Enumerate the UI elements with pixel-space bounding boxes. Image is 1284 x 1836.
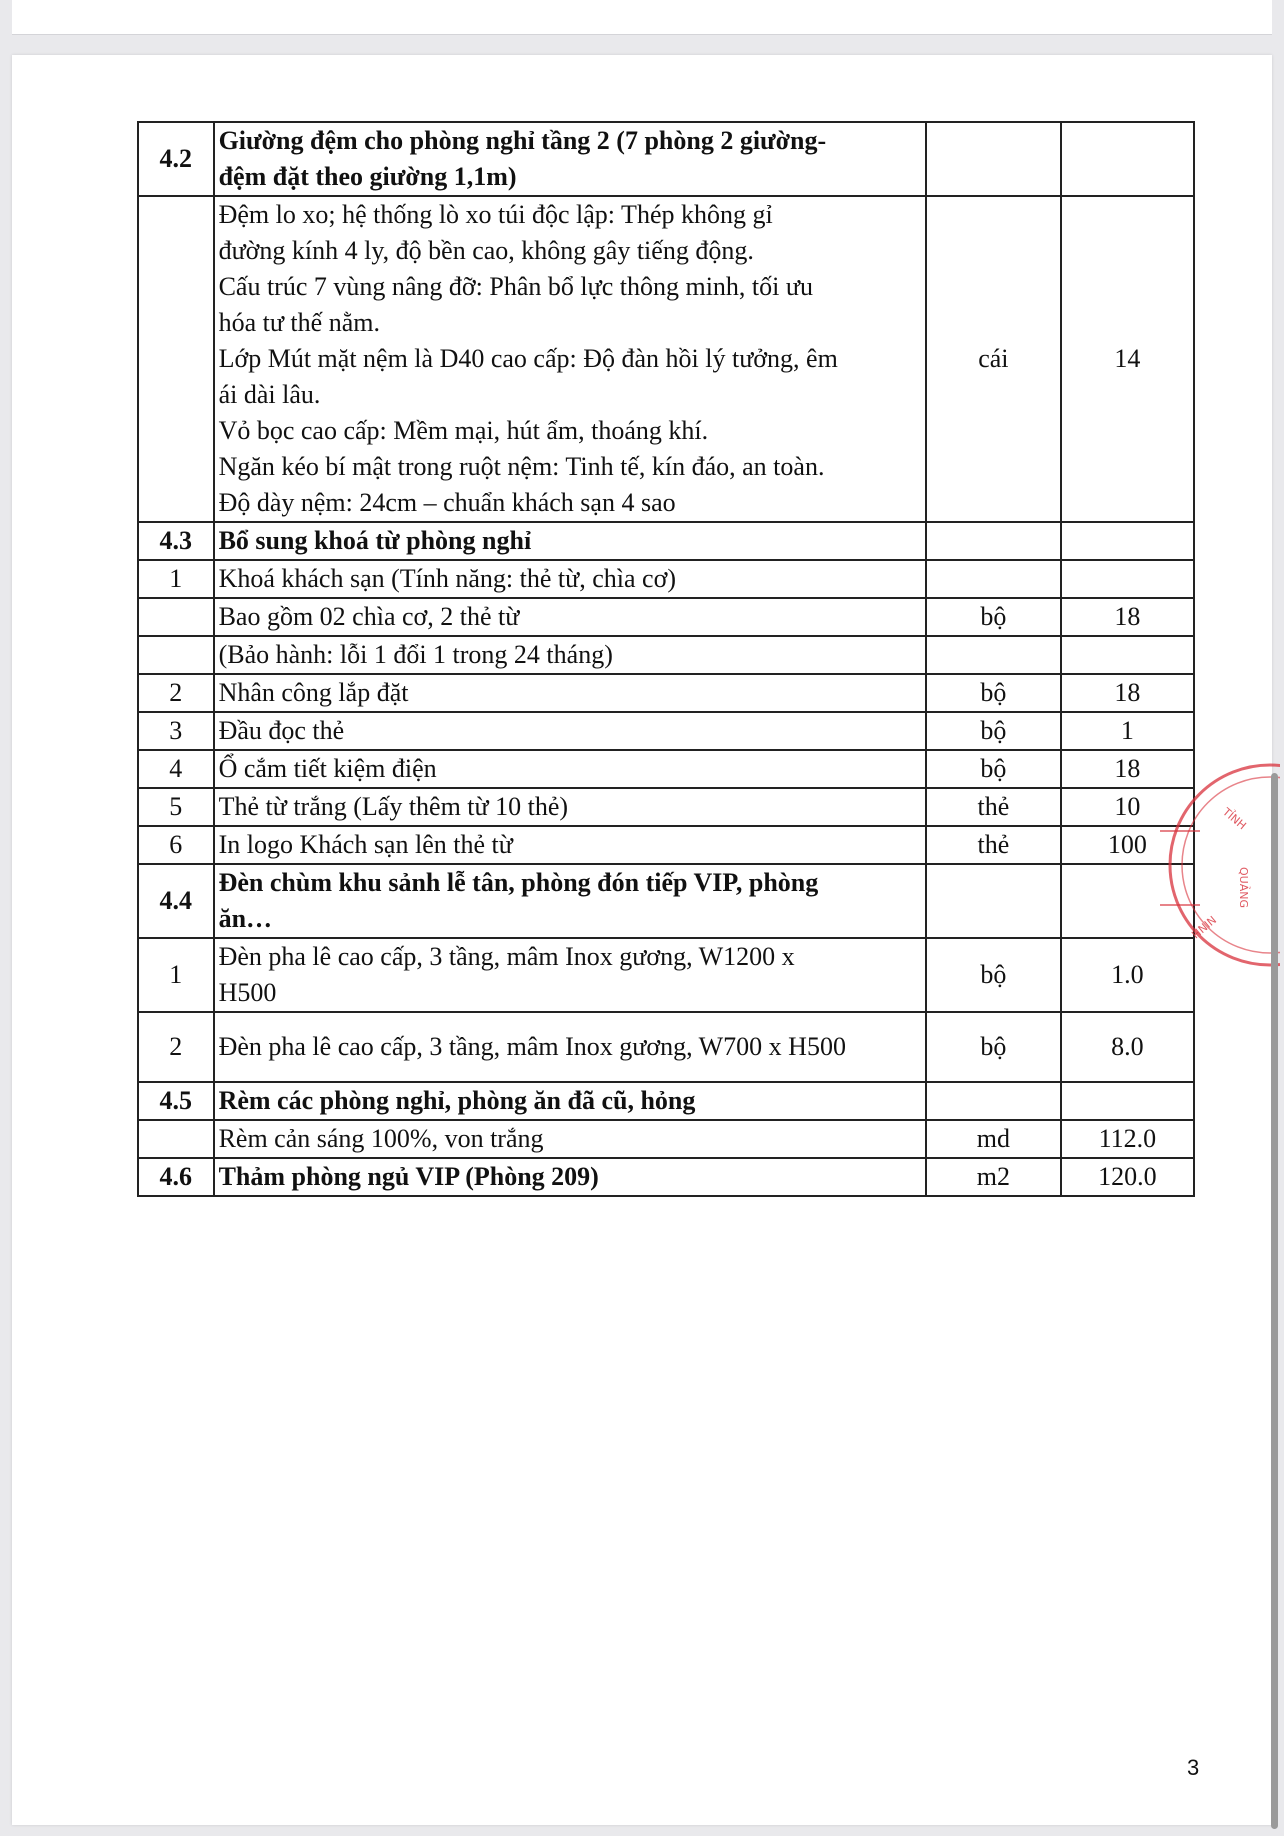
quantity-cell bbox=[1061, 560, 1194, 598]
row-number-cell: 3 bbox=[138, 712, 214, 750]
table-row bbox=[138, 598, 1194, 636]
row-number-cell: 4.5 bbox=[138, 1082, 214, 1120]
description-line: ăn… bbox=[218, 904, 273, 933]
unit-cell bbox=[926, 1082, 1061, 1120]
row-number-cell: 1 bbox=[138, 560, 214, 598]
row-number-cell: 2 bbox=[138, 674, 214, 712]
description-cell bbox=[214, 1120, 926, 1158]
quantity-cell bbox=[1061, 522, 1194, 560]
unit-cell: cái bbox=[926, 196, 1061, 522]
row-number-cell: 4.3 bbox=[138, 522, 214, 560]
description-line: Đệm lo xo; hệ thống lò xo túi độc lập: Thép không gỉ bbox=[218, 200, 773, 229]
unit-cell: thẻ bbox=[926, 788, 1061, 826]
quantity-cell: 120.0 bbox=[1061, 1158, 1194, 1196]
unit-cell bbox=[926, 864, 1061, 938]
unit-cell: bộ bbox=[926, 750, 1061, 788]
row-number-cell: 4.2 bbox=[138, 122, 214, 196]
quantity-cell: 10 bbox=[1061, 788, 1194, 826]
table-row bbox=[138, 1012, 1194, 1082]
unit-cell: bộ bbox=[926, 1012, 1061, 1082]
description-line: Giường đệm cho phòng nghỉ tầng 2 (7 phòng 2 giường- bbox=[218, 126, 827, 155]
row-number-cell: 4.6 bbox=[138, 1158, 214, 1196]
table-row bbox=[138, 1082, 1194, 1120]
description-line: Đầu đọc thẻ bbox=[218, 716, 345, 745]
table-row bbox=[138, 1158, 1194, 1196]
quantity-cell: 18 bbox=[1061, 750, 1194, 788]
quantity-cell: 1 bbox=[1061, 712, 1194, 750]
table-row bbox=[138, 1120, 1194, 1158]
description-line: ái dài lâu. bbox=[218, 380, 321, 409]
unit-cell: bộ bbox=[926, 674, 1061, 712]
row-number-cell: 5 bbox=[138, 788, 214, 826]
row-number-cell bbox=[138, 598, 214, 636]
unit-cell: m2 bbox=[926, 1158, 1061, 1196]
description-cell bbox=[214, 1082, 926, 1120]
unit-cell bbox=[926, 522, 1061, 560]
description-line: Bổ sung khoá từ phòng nghỉ bbox=[218, 526, 532, 555]
description-line: Cấu trúc 7 vùng nâng đỡ: Phân bổ lực thông minh, tối ưu bbox=[218, 272, 813, 301]
row-number-cell: 4 bbox=[138, 750, 214, 788]
description-cell bbox=[214, 122, 926, 196]
description-line: đường kính 4 ly, độ bền cao, không gây tiếng động. bbox=[218, 236, 754, 265]
quantity-cell: 18 bbox=[1061, 674, 1194, 712]
table-row bbox=[138, 750, 1194, 788]
row-number-cell bbox=[138, 636, 214, 674]
description-cell bbox=[214, 712, 926, 750]
quantity-cell: 100 bbox=[1061, 826, 1194, 864]
table-body bbox=[138, 122, 1194, 1196]
description-line: Đèn pha lê cao cấp, 3 tầng, mâm Inox gương, W1200 x bbox=[218, 942, 795, 971]
description-cell bbox=[214, 674, 926, 712]
table-row bbox=[138, 826, 1194, 864]
unit-cell: md bbox=[926, 1120, 1061, 1158]
description-line: (Bảo hành: lỗi 1 đổi 1 trong 24 tháng) bbox=[218, 640, 613, 669]
description-line: Nhân công lắp đặt bbox=[218, 678, 409, 707]
description-line: Đèn chùm khu sảnh lễ tân, phòng đón tiếp VIP, phòng bbox=[218, 868, 819, 897]
description-line: In logo Khách sạn lên thẻ từ bbox=[218, 830, 513, 859]
document-page bbox=[12, 55, 1272, 1825]
row-number-cell bbox=[138, 196, 214, 522]
description-cell bbox=[214, 522, 926, 560]
description-line: Rèm các phòng nghỉ, phòng ăn đã cũ, hỏng bbox=[218, 1086, 696, 1115]
row-number-cell: 2 bbox=[138, 1012, 214, 1082]
previous-page-edge bbox=[12, 0, 1272, 35]
description-line: H500 bbox=[218, 978, 277, 1007]
description-cell bbox=[214, 1158, 926, 1196]
description-line: Ngăn kéo bí mật trong ruột nệm: Tinh tế, kín đáo, an toàn. bbox=[218, 452, 825, 481]
row-number-cell: 1 bbox=[138, 938, 214, 1012]
unit-cell: bộ bbox=[926, 938, 1061, 1012]
row-number-cell: 4.4 bbox=[138, 864, 214, 938]
description-line: Độ dày nệm: 24cm – chuẩn khách sạn 4 sao bbox=[218, 488, 676, 517]
description-line: Lớp Mút mặt nệm là D40 cao cấp: Độ đàn hồi lý tưởng, êm bbox=[218, 344, 838, 373]
table-row bbox=[138, 788, 1194, 826]
quantity-cell bbox=[1061, 1082, 1194, 1120]
unit-cell: bộ bbox=[926, 598, 1061, 636]
scrollbar[interactable] bbox=[1271, 773, 1278, 1829]
quantity-cell: 1.0 bbox=[1061, 938, 1194, 1012]
svg-text:TỈNH: TỈNH bbox=[1220, 805, 1249, 833]
unit-cell: bộ bbox=[926, 712, 1061, 750]
table-row bbox=[138, 522, 1194, 560]
description-line: đệm đặt theo giường 1,1m) bbox=[218, 162, 517, 191]
description-line: Đèn pha lê cao cấp, 3 tầng, mâm Inox gương, W700 x H500 bbox=[218, 1032, 846, 1061]
table-row bbox=[138, 560, 1194, 598]
description-line: Vỏ bọc cao cấp: Mềm mại, hút ẩm, thoáng khí. bbox=[218, 416, 709, 445]
description-line: Rèm cản sáng 100%, von trắng bbox=[218, 1124, 544, 1153]
unit-cell bbox=[926, 636, 1061, 674]
table-row bbox=[138, 674, 1194, 712]
quantity-cell bbox=[1061, 636, 1194, 674]
description-cell bbox=[214, 750, 926, 788]
description-cell bbox=[214, 826, 926, 864]
table-row bbox=[138, 712, 1194, 750]
quantity-cell: 8.0 bbox=[1061, 1012, 1194, 1082]
table-row bbox=[138, 196, 1194, 522]
description-line: Ổ cắm tiết kiệm điện bbox=[218, 754, 437, 783]
description-cell bbox=[214, 196, 926, 522]
description-cell bbox=[214, 864, 926, 938]
page-number: 3 bbox=[1187, 1755, 1200, 1780]
description-cell bbox=[214, 560, 926, 598]
description-line: Thẻ từ trắng (Lấy thêm từ 10 thẻ) bbox=[218, 792, 569, 821]
row-number-cell: 6 bbox=[138, 826, 214, 864]
table-row bbox=[138, 938, 1194, 1012]
unit-cell bbox=[926, 560, 1061, 598]
description-cell bbox=[214, 1012, 926, 1082]
description-cell bbox=[214, 788, 926, 826]
quantity-cell bbox=[1061, 122, 1194, 196]
red-seal-stamp bbox=[1160, 755, 1280, 975]
description-cell bbox=[214, 636, 926, 674]
description-cell bbox=[214, 598, 926, 636]
unit-cell bbox=[926, 122, 1061, 196]
quantity-cell: 14 bbox=[1061, 196, 1194, 522]
description-line: Thảm phòng ngủ VIP (Phòng 209) bbox=[218, 1162, 599, 1191]
description-line: hóa tư thế nằm. bbox=[218, 308, 380, 337]
description-line: Bao gồm 02 chìa cơ, 2 thẻ từ bbox=[218, 602, 520, 631]
quantity-cell: 18 bbox=[1061, 598, 1194, 636]
table-row bbox=[138, 864, 1194, 938]
table-row bbox=[138, 122, 1194, 196]
description-cell bbox=[214, 938, 926, 1012]
unit-cell: thẻ bbox=[926, 826, 1061, 864]
svg-text:QUẢNG: QUẢNG bbox=[1237, 867, 1250, 908]
row-number-cell bbox=[138, 1120, 214, 1158]
table-row bbox=[138, 636, 1194, 674]
equipment-table bbox=[137, 121, 1195, 1197]
svg-text:NINH: NINH bbox=[1188, 912, 1219, 941]
quantity-cell: 112.0 bbox=[1061, 1120, 1194, 1158]
description-line: Khoá khách sạn (Tính năng: thẻ từ, chìa cơ) bbox=[218, 564, 676, 593]
